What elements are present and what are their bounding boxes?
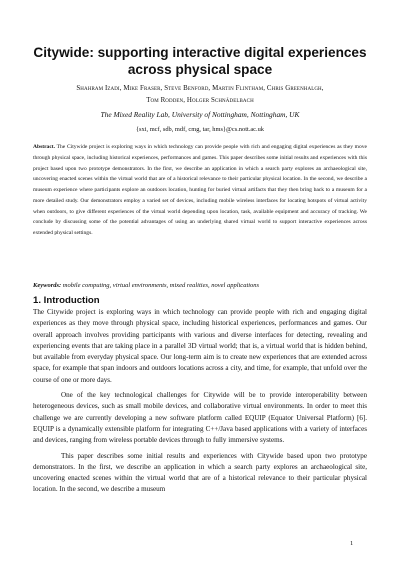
author-line-1: Shahram Izadi, Mike Fraser, Steve Benford, Martin Flintham, Chris Greenhalgh, (76, 85, 324, 92)
intro-paragraph-1: The Citywide project is exploring ways in which technology can provide people with rich and engaging digital experiences as they move through physical space, including historical experiences, performances and games. Our overall approach involves providing participants with various and diverse interfaces for detecting, revealing and experiencing events that are taking place in a parallel 3D virtual world; that is, a virtual world that is hidden behind, but available from everyday physical space. Our long-term aim is to create new experiences that are extended across space, for example that span indoors and outdoors locations across a city, and time, for example, that unfold over the course of one or more days. (33, 308, 367, 384)
paper-title: Citywide: supporting interactive digital experiences across physical space (33, 45, 367, 77)
author-emails: {sxi, mcf, sdb, mdf, cmg, tar, hms}@cs.nott.ac.uk (135, 126, 265, 133)
intro-paragraph-2: One of the key technological challenges for Citywide will be to provide interoperability between heterogeneous devices, such as small mobile devices, and collaborative virtual environments. In order to meet this challenge we are currently developing a new software platform called EQUIP (Equator Universal Platform) [6]. EQUIP is a dynamically extensible platform for integrating C++/Java based applications with a variety of interfaces and devices, ranging from wireless portable devices through to fully immersive systems. (33, 391, 367, 445)
author-list (30, 83, 370, 107)
section-heading-introduction: 1. Introduction (33, 295, 100, 306)
intro-paragraph-3: This paper describes some initial results and experiences with Citywide based upon two prototype demonstrators. In the first, we describe an application in which a search party explores an archaeological site, uncovering enacted scenes within the virtual world that are of a historical relevance to their particular physical location. In the second, we describe a museum (33, 451, 367, 494)
abstract-label: Abstract. (33, 144, 56, 150)
introduction-body (33, 307, 367, 496)
author-line-2: Tom Rodden, Holger Schnädelbach (146, 97, 254, 104)
affiliation: The Mixed Reality Lab, University of Nottingham, Nottingham, UK (100, 110, 300, 119)
keywords-label: Keywords: (33, 282, 62, 289)
keywords-text: mobile computing, virtual environments, mixed realities, novel applications (62, 282, 260, 289)
keywords (33, 281, 367, 290)
abstract (33, 142, 367, 239)
page-number: 1 (350, 540, 354, 547)
abstract-text: The Citywide project is exploring ways in which technology can provide people with rich and engaging digital experiences as they move through physical space, including historical experiences, performances and games. This paper describes some initial results and experiences with this project based upon two prototype demonstrators. In the first, we describe an application in which a search party explores an archaeological site, uncovering enacted scenes within the virtual world that are of a historical relevance to their particular physical location. In the second, we describe a museum experience where participants explore an outdoors location, hunting for buried virtual artifacts that they then bring back to a museum for a more detailed study. Our demonstrators employ a varied set of devices, including mobile wireless interfaces for locating hotspots of virtual activity when outdoors, to give different experiences of the virtual world depending upon location, task, available equipment and accuracy of tracking. We conclude by discussing some of the potential advantages of using an underlying shared virtual world to support interactive experiences across extended physical settings. (33, 144, 367, 236)
